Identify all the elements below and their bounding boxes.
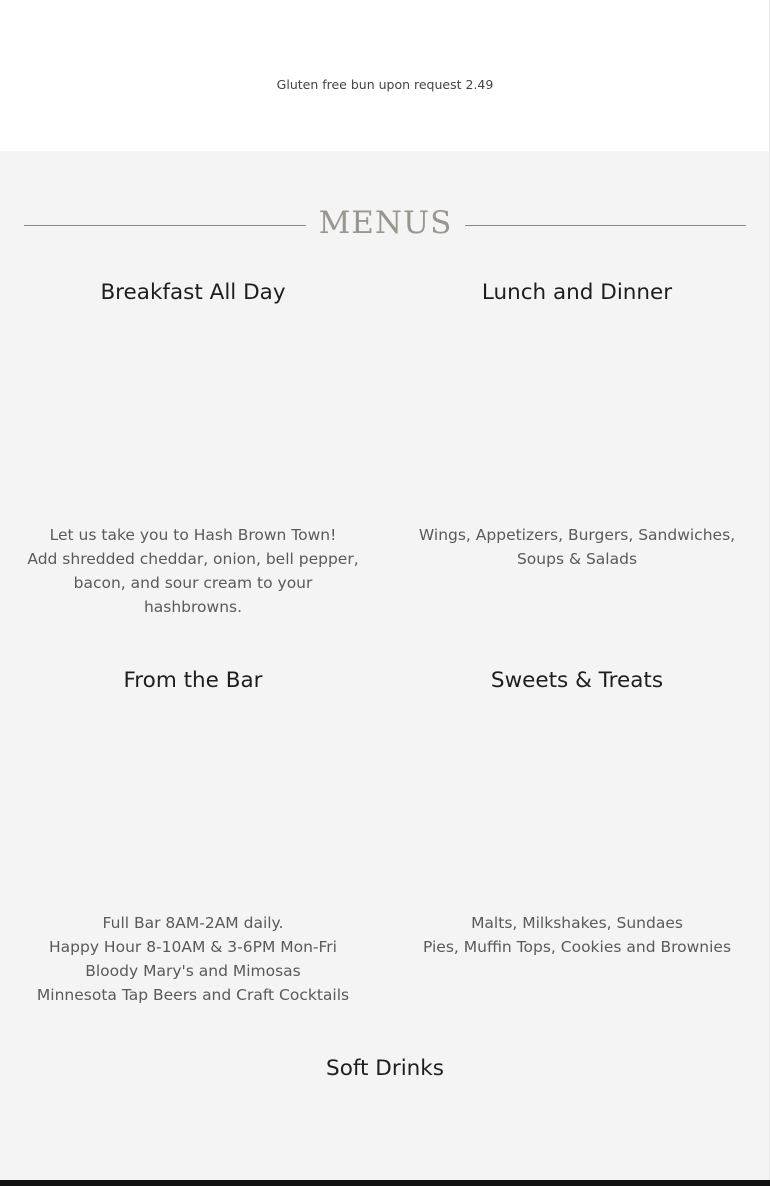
menu-card-title[interactable]: From the Bar <box>123 668 263 693</box>
menu-card-bar[interactable] <box>8 666 378 1006</box>
menu-card-description <box>8 911 378 1007</box>
description-line: Pies, Muffin Tops, Cookies and Brownies <box>422 938 732 956</box>
description-line: Full Bar 8AM-2AM daily. <box>102 914 284 932</box>
description-line: bacon, and sour cream to your <box>73 574 313 592</box>
description-line: Bloody Mary's and Mimosas <box>85 962 301 980</box>
footer-bar <box>0 1180 770 1186</box>
menus-title: MENUS <box>318 205 453 241</box>
menus-section <box>0 151 770 1180</box>
description-line: Happy Hour 8-10AM & 3-6PM Mon-Fri <box>49 938 337 956</box>
description-line: Minnesota Tap Beers and Craft Cocktails <box>36 986 350 1004</box>
menu-card-title[interactable]: Breakfast All Day <box>100 280 286 305</box>
menu-card-sweets[interactable] <box>392 666 762 1006</box>
description-line: Add shredded cheddar, onion, bell pepper, <box>27 550 359 568</box>
menu-card-description <box>392 911 762 959</box>
heading-divider-right <box>465 225 746 226</box>
description-line: Malts, Milkshakes, Sundaes <box>471 914 683 932</box>
menu-card-title[interactable]: Soft Drinks <box>326 1056 444 1081</box>
heading-divider-left <box>24 225 306 226</box>
menus-heading <box>24 203 746 243</box>
menu-card-title[interactable]: Lunch and Dinner <box>481 280 673 305</box>
gluten-free-note: Gluten free bun upon request 2.49 <box>276 77 494 92</box>
description-line: Wings, Appetizers, Burgers, Sandwiches, <box>418 526 736 544</box>
description-line: Soups & Salads <box>516 550 638 568</box>
description-line: Let us take you to Hash Brown Town! <box>49 526 337 544</box>
menu-card-description <box>392 523 762 571</box>
menu-card-lunch-dinner[interactable] <box>392 278 762 618</box>
menu-card-soft-drinks[interactable] <box>200 1054 570 1174</box>
menu-card-title[interactable]: Sweets & Treats <box>490 668 664 693</box>
top-section <box>0 0 770 151</box>
menu-card-description <box>8 523 378 619</box>
menu-card-breakfast[interactable] <box>8 278 378 618</box>
description-line: hashbrowns. <box>143 598 243 616</box>
